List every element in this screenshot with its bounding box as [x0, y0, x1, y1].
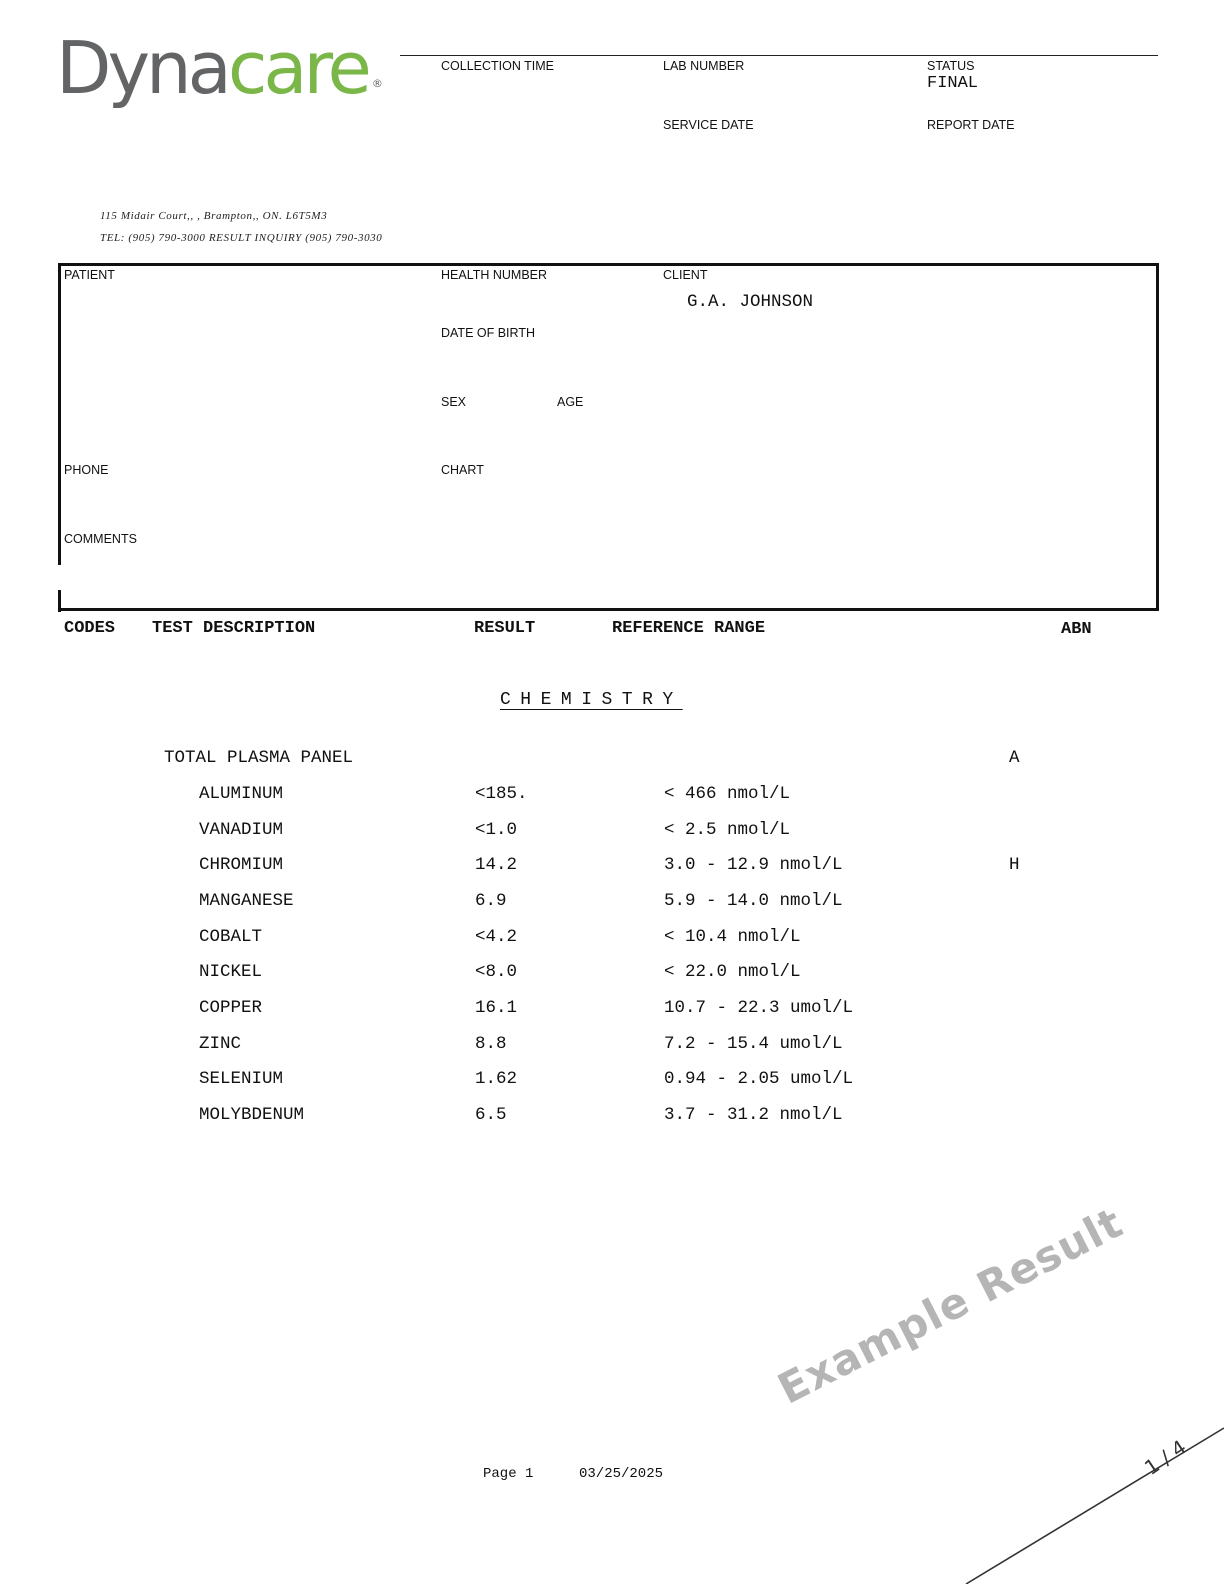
footer-date: 03/25/2025 — [579, 1466, 664, 1482]
test-result: 6.9 — [475, 891, 507, 911]
client-label: CLIENT — [663, 268, 708, 282]
test-name: COPPER — [199, 998, 263, 1018]
patient-label: PATIENT — [64, 268, 115, 282]
health-number-label: HEALTH NUMBER — [441, 268, 548, 282]
test-result: <185. — [475, 784, 528, 804]
panel-name: TOTAL PLASMA PANEL — [164, 748, 354, 768]
col-result: RESULT — [474, 619, 536, 638]
panel-flag: A — [1009, 748, 1020, 768]
test-name: VANADIUM — [199, 820, 284, 840]
age-label: AGE — [557, 395, 584, 409]
reference-range: 3.7 - 31.2 nmol/L — [664, 1105, 843, 1125]
lab-address: 115 Midair Court,, , Brampton,, ON. L6T5M3 — [100, 210, 328, 222]
dob-label: DATE OF BIRTH — [441, 326, 535, 340]
reference-range: < 2.5 nmol/L — [664, 820, 791, 840]
test-name: ZINC — [199, 1034, 242, 1054]
col-abn: ABN — [1061, 620, 1092, 639]
collection-time-label: COLLECTION TIME — [441, 59, 554, 73]
page-indicator: 1 / 4 — [1140, 1434, 1191, 1480]
test-name: MOLYBDENUM — [199, 1105, 305, 1125]
report-date-label: REPORT DATE — [927, 118, 1015, 132]
reference-range: 7.2 - 15.4 umol/L — [664, 1034, 843, 1054]
test-name: NICKEL — [199, 962, 263, 982]
sex-label: SEX — [441, 395, 467, 409]
reference-range: < 22.0 nmol/L — [664, 962, 801, 982]
reference-range: 0.94 - 2.05 umol/L — [664, 1069, 854, 1089]
service-date-label: SERVICE DATE — [663, 118, 754, 132]
abn-flag: H — [1009, 855, 1020, 875]
test-result: <8.0 — [475, 962, 518, 982]
status-value: FINAL — [927, 74, 979, 93]
footer-page: Page 1 — [483, 1466, 534, 1482]
reference-range: 3.0 - 12.9 nmol/L — [664, 855, 843, 875]
reference-range: 5.9 - 14.0 nmol/L — [664, 891, 843, 911]
test-name: COBALT — [199, 927, 263, 947]
section-title-chemistry: CHEMISTRY — [500, 690, 683, 710]
reference-range: 10.7 - 22.3 umol/L — [664, 998, 854, 1018]
test-result: <4.2 — [475, 927, 518, 947]
phone-label: PHONE — [64, 463, 109, 477]
lab-phone: TEL: (905) 790-3000 RESULT INQUIRY (905) 790-3030 — [100, 232, 383, 244]
test-name: CHROMIUM — [199, 855, 284, 875]
logo-text-care: care — [227, 26, 368, 110]
logo-text-dyna: Dyna — [56, 26, 228, 110]
lab-number-label: LAB NUMBER — [663, 59, 745, 73]
status-label: STATUS — [927, 59, 975, 73]
col-test-description: TEST DESCRIPTION — [152, 619, 316, 638]
client-value: G.A. JOHNSON — [687, 292, 814, 312]
comments-label: COMMENTS — [64, 532, 137, 546]
registered-mark: ® — [371, 77, 383, 90]
reference-range: < 10.4 nmol/L — [664, 927, 801, 947]
test-result: 14.2 — [475, 855, 518, 875]
test-result: 8.8 — [475, 1034, 507, 1054]
test-result: 1.62 — [475, 1069, 518, 1089]
test-result: 16.1 — [475, 998, 518, 1018]
test-name: SELENIUM — [199, 1069, 284, 1089]
reference-range: < 466 nmol/L — [664, 784, 791, 804]
chart-label: CHART — [441, 463, 484, 477]
test-name: MANGANESE — [199, 891, 294, 911]
col-codes: CODES — [64, 619, 116, 638]
col-reference-range: REFERENCE RANGE — [612, 619, 766, 638]
test-result: <1.0 — [475, 820, 518, 840]
example-result-watermark: Example Result — [770, 1197, 1131, 1414]
test-result: 6.5 — [475, 1105, 507, 1125]
test-name: ALUMINUM — [199, 784, 284, 804]
